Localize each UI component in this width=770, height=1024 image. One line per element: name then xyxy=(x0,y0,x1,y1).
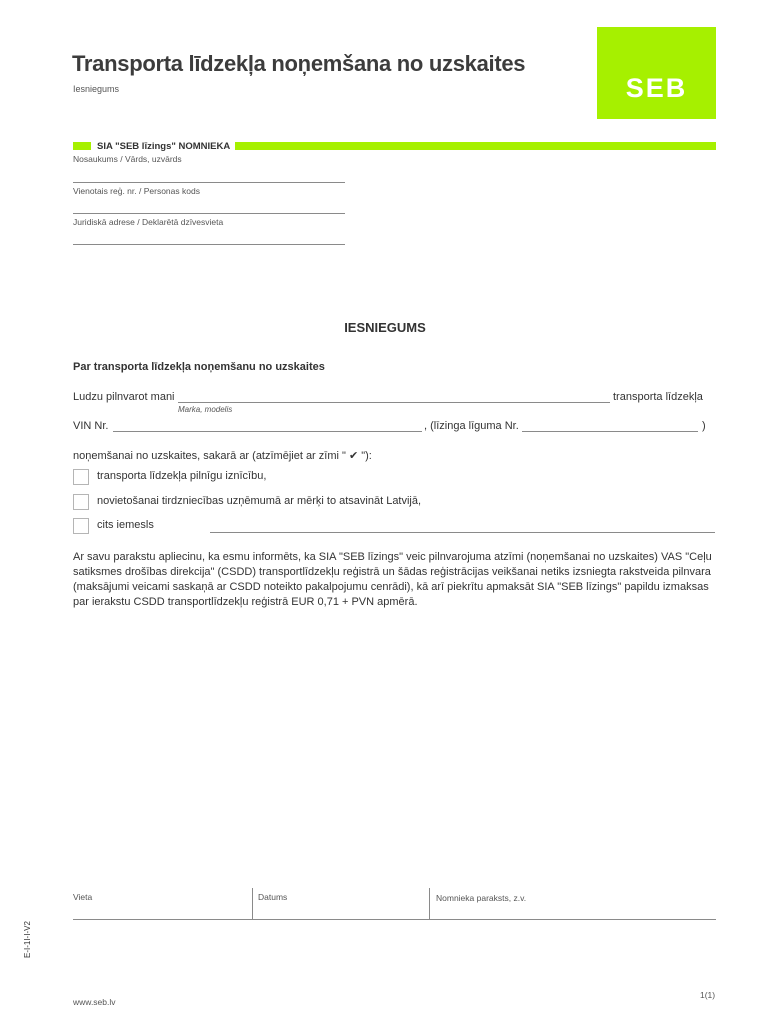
name-field-label: Nosaukums / Vārds, uzvārds xyxy=(73,154,182,164)
reason-intro: noņemšanai no uzskaites, sakarā ar (atzīmējiet ar zīmi " ✔ "): xyxy=(73,450,372,462)
address-field[interactable] xyxy=(73,244,345,245)
checkbox-destruction[interactable] xyxy=(73,469,89,485)
date-label: Datums xyxy=(258,892,288,902)
place-label: Vieta xyxy=(73,892,93,902)
signature-baseline[interactable] xyxy=(73,919,716,920)
name-field[interactable] xyxy=(73,182,345,183)
option-dealer-label: novietošanai tirdzniecības uzņēmumā ar mērķi to atsavināt Latvijā, xyxy=(97,495,422,507)
make-model-label: Marka, modelis xyxy=(178,405,233,414)
option-destruction-label: transporta līdzekļa pilnīgu iznīcību, xyxy=(97,470,267,482)
section-marker-left xyxy=(73,142,91,150)
signature-label: Nomnieka paraksts, z.v. xyxy=(436,893,527,903)
section-marker-right xyxy=(235,142,716,150)
reg-number-field-label: Vienotais reģ. nr. / Personas kods xyxy=(73,186,200,196)
authorize-prefix: Ludzu pilnvarot mani xyxy=(73,391,175,403)
doc-code: E-I-1I-I-V2 xyxy=(23,921,32,958)
lease-number-field[interactable] xyxy=(522,431,698,432)
other-reason-field[interactable] xyxy=(210,532,715,533)
vin-label: VIN Nr. xyxy=(73,420,109,432)
form-subheading: Par transporta līdzekļa noņemšanu no uzskaites xyxy=(73,361,325,373)
lease-close: ) xyxy=(702,420,706,432)
lessee-section-label: SIA "SEB līzings" NOMNIEKA xyxy=(97,141,231,152)
signature-divider-1 xyxy=(252,888,253,919)
seb-logo xyxy=(597,27,716,119)
authorize-suffix: transporta līdzekļa xyxy=(613,391,703,403)
make-model-field[interactable] xyxy=(178,402,610,403)
consent-paragraph: Ar savu parakstu apliecinu, ka esmu informēts, ka SIA "SEB līzings" veic pilnvarojuma atzīmi (noņemšanai no uzskaites) VAS "Ceļu satiksmes drošības direkcija" (CSDD) transportlīdzekļu reģistrā un šādas reģistrācijas veikšanai netiks izsniegta rakstveida pilnvara (maksājumi veicami saskaņā ar CSDD noteikto pakalpojumu cenrādi), kā arī piekrītu apmaksāt SIA "SEB līzings" papildu izmaksas par ierakstu CSDD transportlīdzekļu reģistrā EUR 0,71 + PVN apmērā. xyxy=(73,551,712,608)
logo-text: SEB xyxy=(625,73,688,103)
checkbox-dealer[interactable] xyxy=(73,494,89,510)
lease-label: , (līzinga līguma Nr. xyxy=(424,420,519,432)
checkbox-other[interactable] xyxy=(73,518,89,534)
page-title: Transporta līdzekļa noņemšana no uzskaites xyxy=(72,51,526,76)
page-subtitle: Iesniegums xyxy=(73,84,120,94)
form-heading: IESNIEGUMS xyxy=(344,320,426,335)
website-link[interactable]: www.seb.lv xyxy=(73,997,116,1007)
signature-divider-2 xyxy=(429,888,430,919)
vin-field[interactable] xyxy=(113,431,422,432)
page-number: 1(1) xyxy=(700,990,716,1000)
option-other-label: cits iemesls xyxy=(97,519,154,531)
reg-number-field[interactable] xyxy=(73,213,345,214)
address-field-label: Juridiskā adrese / Deklarētā dzīvesvieta xyxy=(73,217,224,227)
